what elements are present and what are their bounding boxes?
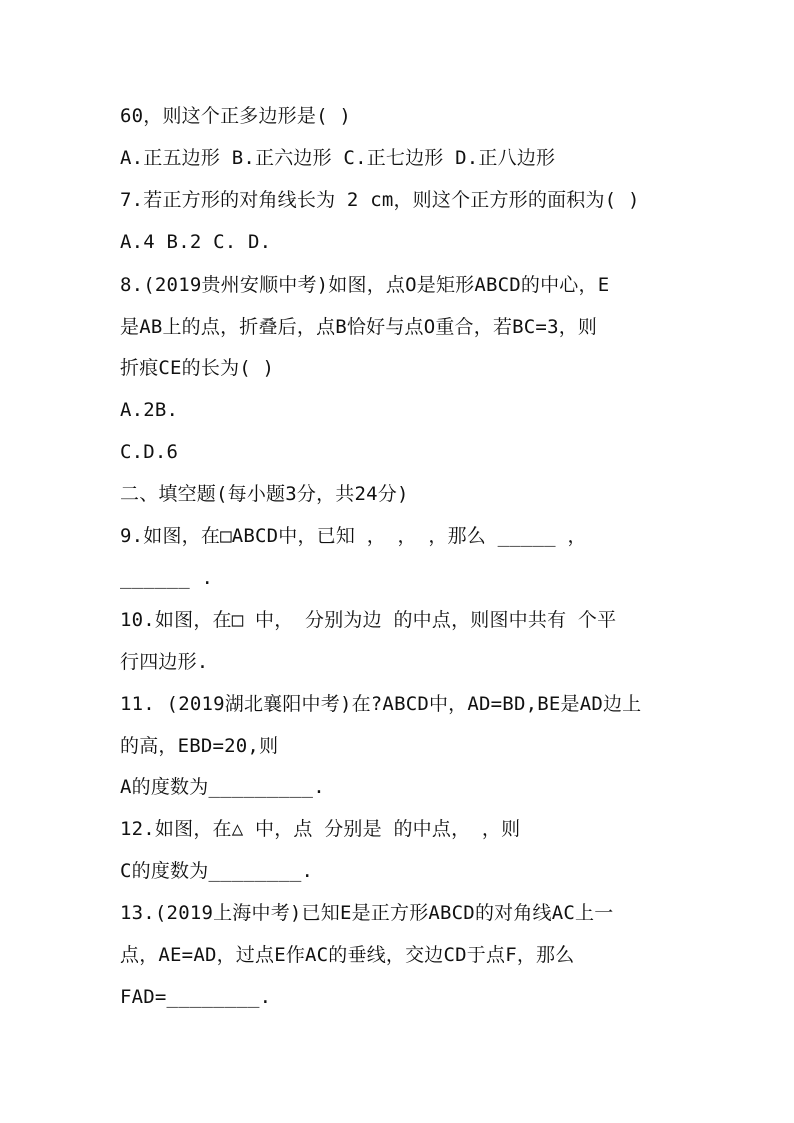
q13-stem-line-2: 点，AE=AD，过点E作AC的垂线，交边CD于点F，那么 xyxy=(120,944,575,966)
q9-stem: 9.如图，在□ABCD中，已知 ， ， ，那么 _____ ， xyxy=(120,525,587,547)
q7-options: A.4 B.2 C. D. xyxy=(120,231,272,253)
q8-options-ab: A.2B. xyxy=(120,399,179,421)
q8-stem-line-1: 8.(2019贵州安顺中考)如图，点O是矩形ABCD的中心，E xyxy=(120,274,610,296)
q13-stem-line-1: 13.(2019上海中考)已知E是正方形ABCD的对角线AC上一 xyxy=(120,902,614,924)
q8-options-cd: C.D.6 xyxy=(120,441,179,463)
q12-blank: C的度数为________. xyxy=(120,860,314,882)
q6-stem-continued: 60，则这个正多边形是( ) xyxy=(120,105,351,127)
q8-stem-line-2: 是AB上的点，折叠后，点B恰好与点O重合，若BC=3，则 xyxy=(120,316,598,338)
q8-stem-line-3: 折痕CE的长为( ) xyxy=(120,357,275,379)
q6-options: A.正五边形 B.正六边形 C.正七边形 D.正八边形 xyxy=(120,147,556,169)
q11-blank: A的度数为_________. xyxy=(120,776,325,798)
q10-stem-line-1: 10.如图，在□ 中， 分别为边 的中点，则图中共有 个平 xyxy=(120,609,617,631)
q11-stem-line-1: 11. (2019湖北襄阳中考)在?ABCD中，AD=BD,BE是AD边上 xyxy=(120,693,642,715)
q7-stem: 7.若正方形的对角线长为 2 cm，则这个正方形的面积为( ) xyxy=(120,189,640,211)
section-heading-fill-in: 二、填空题(每小题3分，共24分) xyxy=(120,483,409,505)
q13-blank: FAD=________. xyxy=(120,986,272,1008)
q9-blank: ______ . xyxy=(120,567,214,589)
q10-stem-line-2: 行四边形. xyxy=(120,651,209,673)
q12-stem: 12.如图，在△ 中，点 分别是 的中点， ，则 xyxy=(120,818,521,840)
q11-stem-line-2: 的高，EBD=20,则 xyxy=(120,735,279,757)
